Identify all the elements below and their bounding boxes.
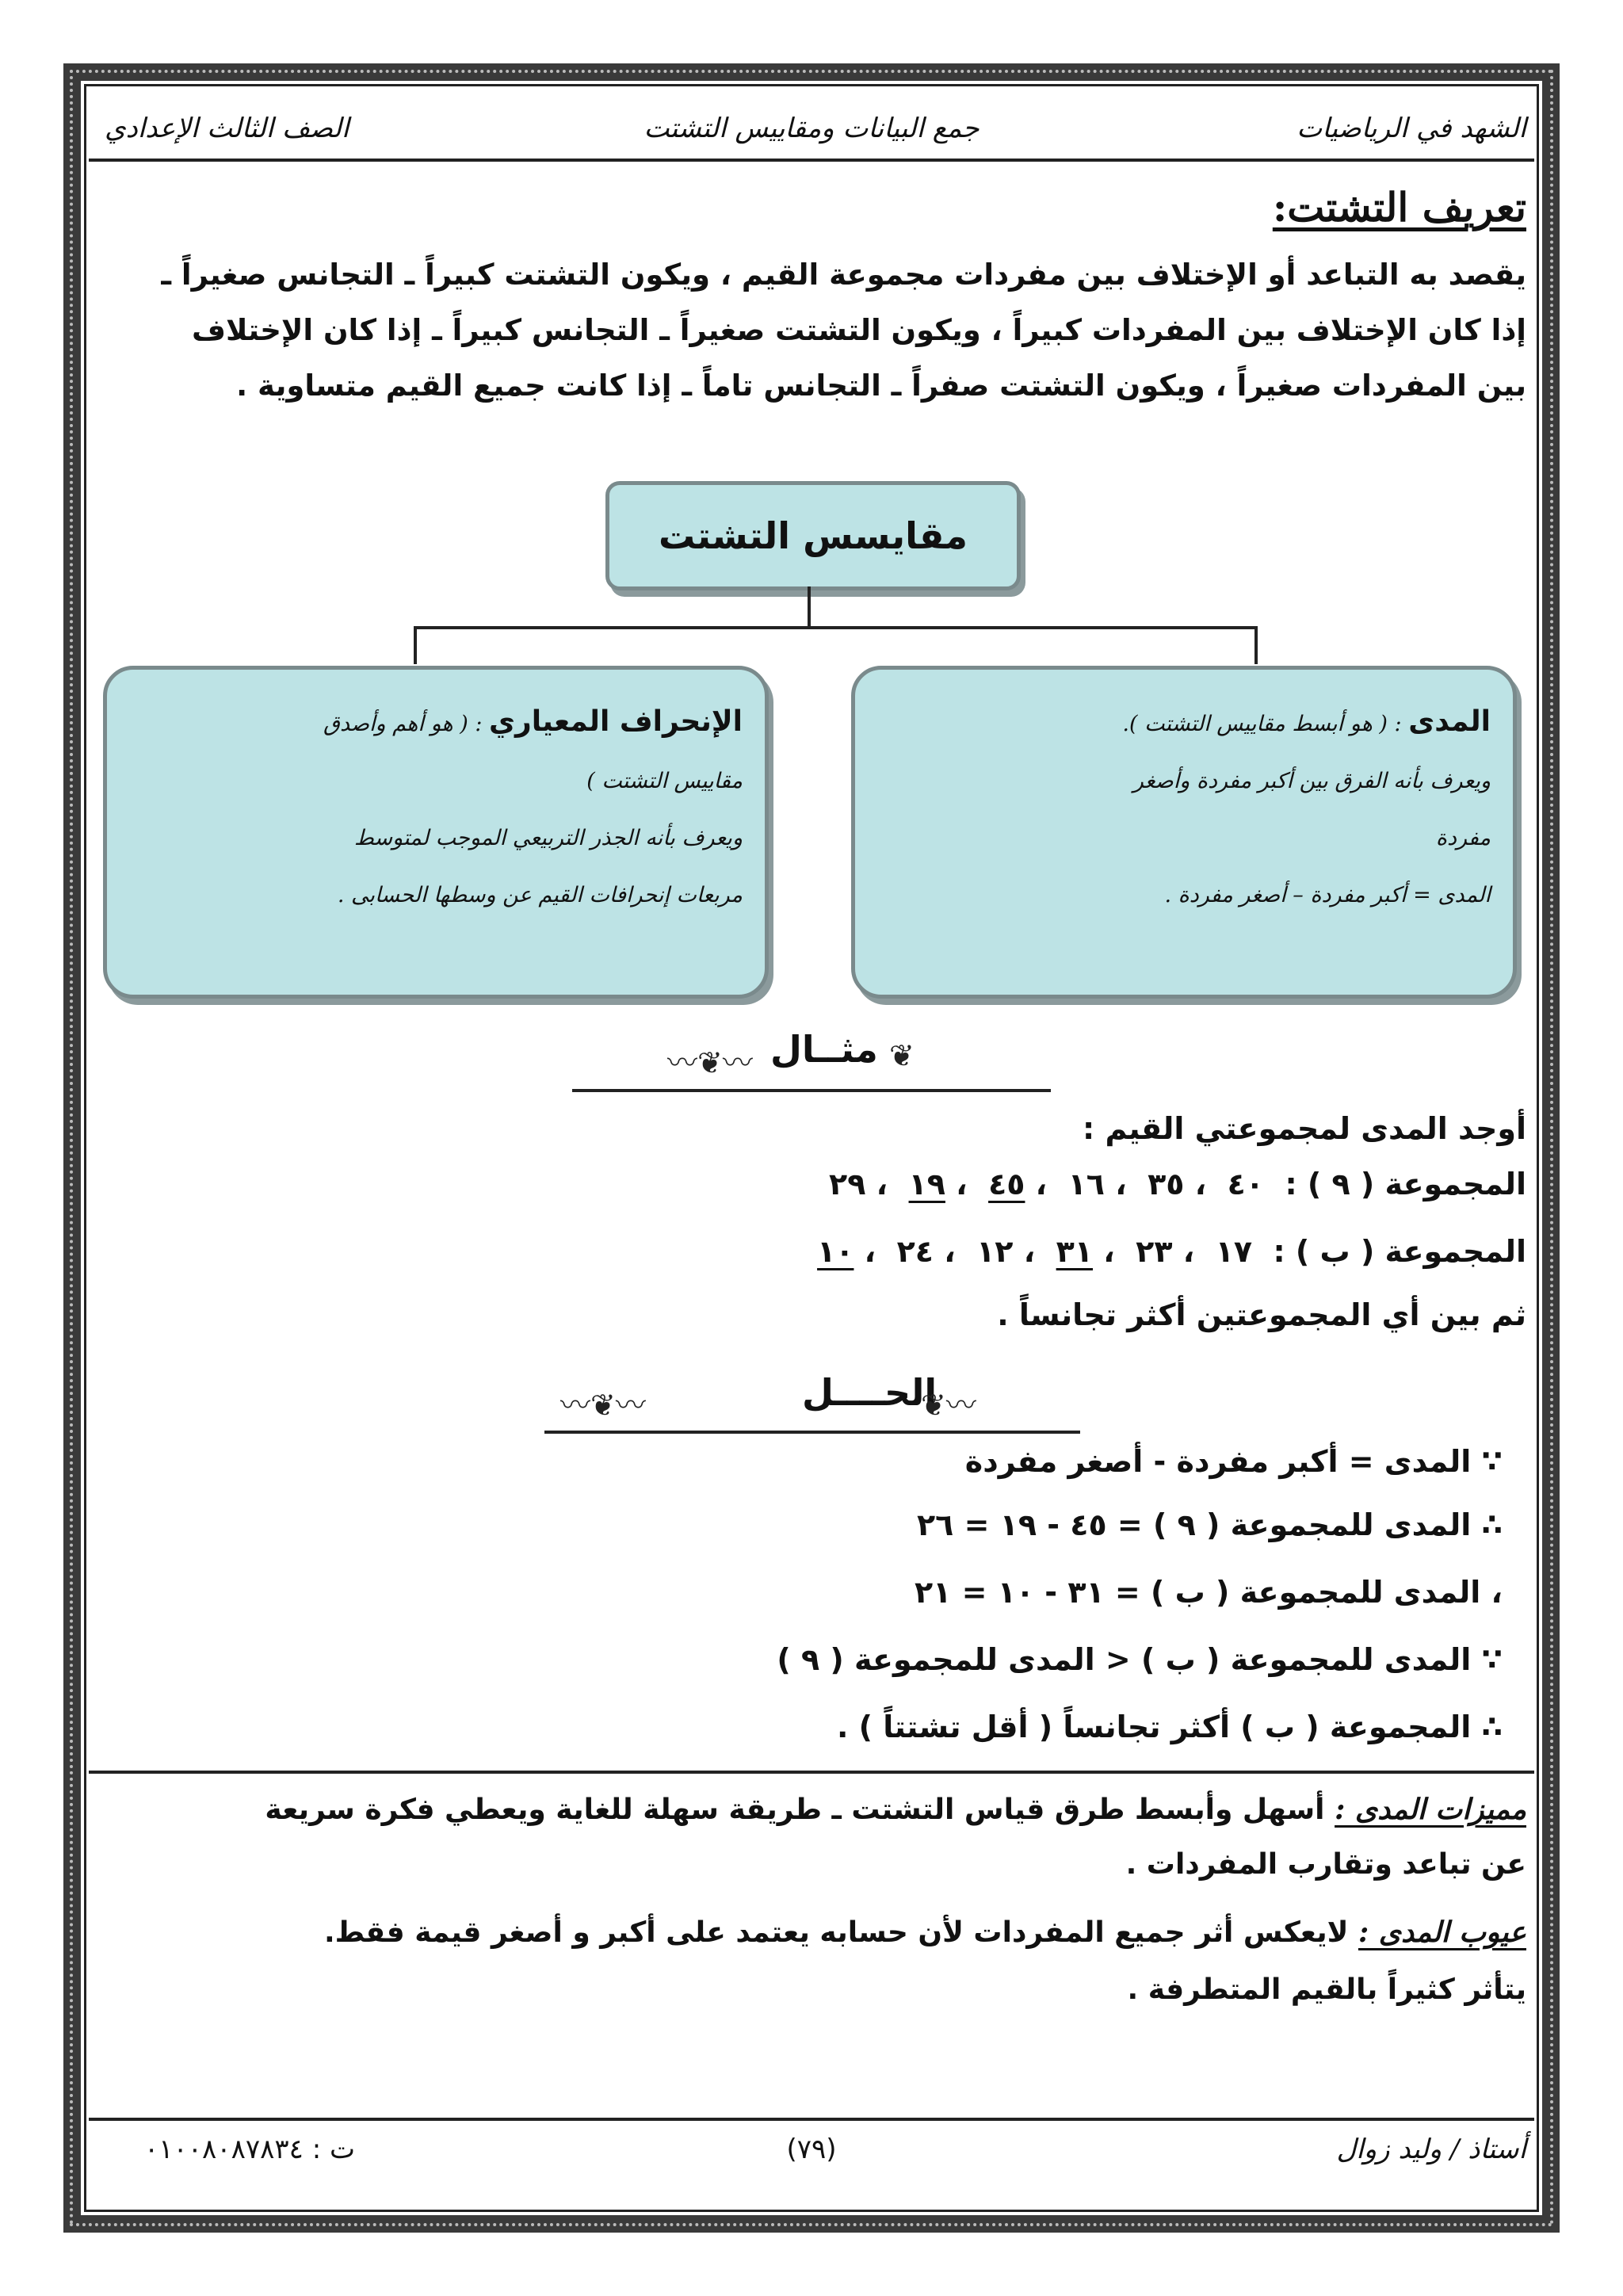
- group-b-min-value: ١٠: [817, 1234, 854, 1269]
- group-a-max-value: ٤٥: [988, 1167, 1025, 1201]
- definition-line: بين المفردات صغيراً ، ويكون التشتت صفراً ـ التجانس تاماً ـ إذا كانت جميع القيم متساوية .: [236, 369, 1526, 403]
- solution-step: ، المدى للمجموعة ( ب ) = ٣١ - ١٠ = ٢١: [914, 1575, 1503, 1610]
- solution-underline: [544, 1431, 1080, 1434]
- features-line-2: عن تباعد وتقارب المفردات .: [1125, 1848, 1526, 1881]
- footer-page-number: (٧٩): [786, 2134, 837, 2165]
- header-grade: الصف الثالث الإعدادي: [105, 113, 349, 144]
- definition-line: يقصد به التباعد أو الإختلاف بين مفردات مجموعة القيم ، ويكون التشتت كبيراً ـ التجانس صغيراً ـ: [161, 258, 1526, 292]
- header-divider: [89, 159, 1534, 162]
- group-a-value: ١٦: [1067, 1167, 1105, 1201]
- example-underline: [572, 1089, 1051, 1092]
- defects-line: [324, 1916, 1526, 1949]
- definition-line: إذا كان الإختلاف بين المفردات كبيراً ، ويكون التشتت صغيراً ـ التجانس كبيراً ـ إذا كان الإختلاف: [192, 313, 1526, 347]
- std-deviation-box: [103, 666, 769, 999]
- group-b-label: المجموعة ( ب ) :: [1273, 1234, 1526, 1269]
- group-b-value: ١٢: [976, 1234, 1014, 1269]
- group-b-value: ٢٣: [1136, 1234, 1173, 1269]
- page-header: [89, 105, 1534, 152]
- std-box-line: مقاييس التشتت ): [586, 769, 743, 793]
- range-box-line: مفردة: [1435, 826, 1491, 850]
- defects-text: لايعكس أثر جميع المفردات لأن حسابه يعتمد على أكبر و أصغر قيمة فقط.: [323, 1916, 1349, 1949]
- connector-left: [414, 626, 417, 664]
- features-text: أسهل وأبسط طرق قياس التشتت ـ طريقة سهلة للغاية ويعطي فكرة سريعة: [265, 1794, 1325, 1826]
- std-box-title: الإنحراف المعياري: [489, 705, 743, 738]
- example-question: أوجد المدى لمجموعتي القيم :: [1083, 1111, 1526, 1146]
- defects-label: عيوب المدى :: [1358, 1916, 1526, 1949]
- definition-title: تعريف التشتت:: [1272, 184, 1526, 231]
- group-a-value: ٣٥: [1148, 1167, 1185, 1201]
- solution-step: ∴ المدى للمجموعة ( ٩ ) = ٤٥ - ١٩ = ٢٦: [916, 1507, 1503, 1542]
- range-box-line: المدى = أكبر مفردة – أصغر مفردة .: [1164, 883, 1491, 907]
- range-box-line: المدى : ( هو أبسط مقاييس التشتت ).: [1122, 705, 1491, 738]
- range-box-line: ويعرف بأنه الفرق بين أكبر مفردة وأصغر: [1132, 769, 1491, 793]
- example-heading: مثــال: [770, 1028, 878, 1071]
- definition-text: [97, 247, 1526, 414]
- example-question-2: ثم بين أي المجموعتين أكثر تجانساً .: [997, 1297, 1526, 1332]
- defects-line-2: يتأثر كثيراً بالقيم المتطرفة .: [1127, 1973, 1526, 2006]
- header-book-title: الشهد في الرياضيات: [1296, 113, 1526, 144]
- header-lesson-title: جمع البيانات ومقاييس التشتت: [643, 113, 980, 144]
- range-box-title: المدى: [1408, 705, 1491, 738]
- std-box-line: ويعرف بأنه الجذر التربيعي الموجب لمتوسط: [353, 826, 743, 850]
- features-line: [265, 1793, 1526, 1826]
- group-a-line: المجموعة ( ٩ ) : ٤٠ ، ٣٥ ، ١٦ ، ٤٥ ، ١٩ ، ٢٩: [829, 1167, 1526, 1201]
- section-divider: [89, 1771, 1534, 1774]
- group-a-min-value: ١٩: [908, 1167, 945, 1201]
- connector-right: [1254, 626, 1258, 664]
- footer-divider: [89, 2118, 1534, 2121]
- group-b-max-value: ٣١: [1056, 1234, 1093, 1269]
- solution-step: ∴ المجموعة ( ب ) أكثر تجانساً ( أقل تشتتاً ) .: [837, 1710, 1503, 1744]
- solution-step: ∵ المدى = أكبر مفردة - أصغر مفردة: [964, 1444, 1503, 1479]
- std-box-line: مربعات إنحرافات القيم عن وسطها الحسابى .: [337, 883, 743, 907]
- group-b-line: المجموعة ( ب ) : ١٧ ، ٢٣ ، ٣١ ، ١٢ ، ٢٤ ، ١٠: [817, 1234, 1526, 1269]
- ornament-right: ❦: [889, 1038, 915, 1073]
- group-b-value: ٢٤: [896, 1234, 934, 1269]
- ornament-left: 〰❦〰: [560, 1388, 646, 1423]
- std-box-line: الإنحراف المعياري : ( هو أهم وأصدق: [323, 705, 743, 738]
- range-definition-box: [851, 666, 1517, 999]
- solution-heading: الحــــل: [802, 1371, 938, 1414]
- connector-horizontal: [414, 626, 1258, 629]
- footer-teacher: أستاذ / وليد زوال: [1336, 2134, 1526, 2165]
- group-a-value: ٤٠: [1227, 1167, 1264, 1201]
- dispersion-measures-box: مقايسس التشتت: [605, 481, 1021, 590]
- features-label: مميزات المدى :: [1335, 1793, 1526, 1826]
- group-a-value: ٢٩: [829, 1167, 866, 1201]
- footer-phone: ت : ٠١٠٠٨٠٨٧٨٣٤: [144, 2134, 355, 2165]
- solution-step: ∵ المدى للمجموعة ( ب ) < المدى للمجموعة ( ٩ ): [777, 1642, 1503, 1677]
- connector-vertical: [808, 586, 811, 628]
- worksheet-page: [89, 89, 1534, 2207]
- group-b-value: ١٧: [1215, 1234, 1253, 1269]
- ornament-left: 〰❦〰: [667, 1045, 753, 1080]
- ornament-right: 〰❦: [921, 1388, 976, 1423]
- group-a-label: المجموعة ( ٩ ) :: [1285, 1167, 1526, 1201]
